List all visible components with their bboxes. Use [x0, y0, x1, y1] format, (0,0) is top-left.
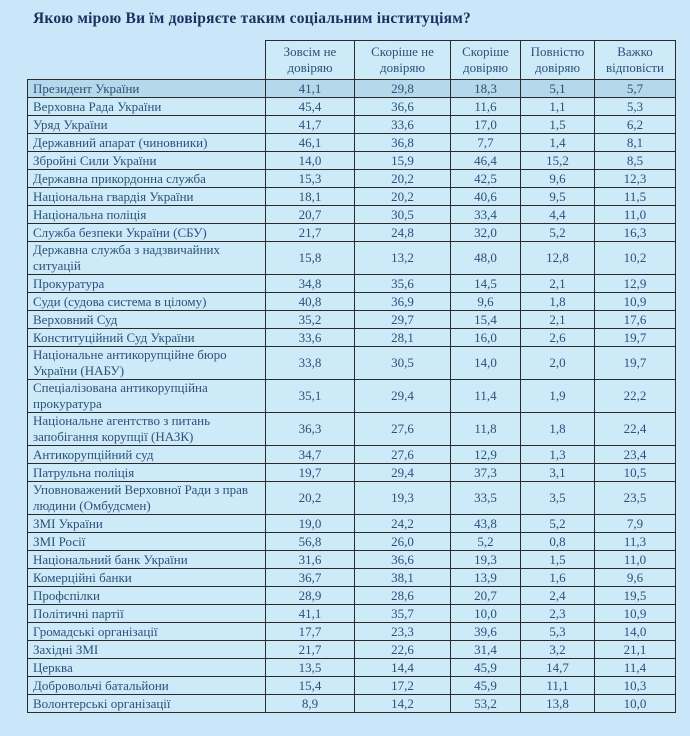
trust-survey-table — [27, 40, 676, 713]
value-cell: 23,5 — [595, 482, 676, 515]
table-row — [28, 380, 676, 413]
institution-label: Уряд України — [28, 116, 266, 134]
column-header-completely-trust: Повністю довіряю — [521, 41, 595, 80]
value-cell: 36,7 — [266, 569, 355, 587]
value-cell: 2,0 — [521, 347, 595, 380]
table-row — [28, 116, 676, 134]
institution-label: Волонтерські організації — [28, 695, 266, 713]
table-row — [28, 464, 676, 482]
value-cell: 42,5 — [451, 170, 521, 188]
value-cell: 11,5 — [595, 188, 676, 206]
value-cell: 33,5 — [451, 482, 521, 515]
value-cell: 9,6 — [451, 293, 521, 311]
value-cell: 15,3 — [266, 170, 355, 188]
value-cell: 28,6 — [355, 587, 451, 605]
column-header-rather-trust: Скоріше довіряю — [451, 41, 521, 80]
value-cell: 10,0 — [595, 695, 676, 713]
value-cell: 11,1 — [521, 677, 595, 695]
value-cell: 17,0 — [451, 116, 521, 134]
table-row — [28, 641, 676, 659]
table-row — [28, 695, 676, 713]
value-cell: 15,4 — [451, 311, 521, 329]
value-cell: 2,1 — [521, 311, 595, 329]
column-header-hard-to-answer: Важко відповісти — [595, 41, 676, 80]
institution-label: Спеціалізована антикорупційна прокуратура — [28, 380, 266, 413]
value-cell: 21,7 — [266, 224, 355, 242]
value-cell: 19,3 — [355, 482, 451, 515]
table-row — [28, 587, 676, 605]
value-cell: 8,5 — [595, 152, 676, 170]
value-cell: 36,8 — [355, 134, 451, 152]
value-cell: 2,6 — [521, 329, 595, 347]
table-row — [28, 80, 676, 98]
institution-label: Національний банк України — [28, 551, 266, 569]
value-cell: 46,4 — [451, 152, 521, 170]
institution-label: Уповноважений Верховної Ради з прав людини (Омбудсмен) — [28, 482, 266, 515]
value-cell: 14,7 — [521, 659, 595, 677]
table-row — [28, 347, 676, 380]
value-cell: 39,6 — [451, 623, 521, 641]
table-row — [28, 293, 676, 311]
value-cell: 45,9 — [451, 677, 521, 695]
value-cell: 24,8 — [355, 224, 451, 242]
institution-label: ЗМІ Росії — [28, 533, 266, 551]
value-cell: 29,4 — [355, 464, 451, 482]
value-cell: 22,4 — [595, 413, 676, 446]
value-cell: 14,0 — [595, 623, 676, 641]
value-cell: 45,4 — [266, 98, 355, 116]
value-cell: 13,9 — [451, 569, 521, 587]
value-cell: 36,6 — [355, 551, 451, 569]
institution-label: Антикорупційний суд — [28, 446, 266, 464]
table-row — [28, 569, 676, 587]
value-cell: 19,0 — [266, 515, 355, 533]
value-cell: 34,7 — [266, 446, 355, 464]
value-cell: 3,2 — [521, 641, 595, 659]
value-cell: 35,1 — [266, 380, 355, 413]
value-cell: 43,8 — [451, 515, 521, 533]
value-cell: 38,1 — [355, 569, 451, 587]
value-cell: 1,1 — [521, 98, 595, 116]
value-cell: 30,5 — [355, 206, 451, 224]
value-cell: 24,2 — [355, 515, 451, 533]
institution-label: Патрульна поліція — [28, 464, 266, 482]
value-cell: 1,6 — [521, 569, 595, 587]
corner-cell — [28, 41, 266, 80]
institution-label: Політичні партії — [28, 605, 266, 623]
table-body — [28, 80, 676, 713]
value-cell: 19,5 — [595, 587, 676, 605]
table-row — [28, 533, 676, 551]
value-cell: 20,7 — [451, 587, 521, 605]
value-cell: 5,2 — [521, 224, 595, 242]
value-cell: 4,4 — [521, 206, 595, 224]
value-cell: 36,3 — [266, 413, 355, 446]
value-cell: 14,4 — [355, 659, 451, 677]
value-cell: 15,9 — [355, 152, 451, 170]
table-header — [28, 41, 676, 80]
value-cell: 5,3 — [595, 98, 676, 116]
value-cell: 6,2 — [595, 116, 676, 134]
value-cell: 18,1 — [266, 188, 355, 206]
value-cell: 14,0 — [266, 152, 355, 170]
value-cell: 33,8 — [266, 347, 355, 380]
value-cell: 11,0 — [595, 551, 676, 569]
page-title: Якою мірою Ви їм довіряєте таким соціальним інституціям? — [33, 10, 471, 27]
institution-label: Громадські організації — [28, 623, 266, 641]
institution-label: ЗМІ України — [28, 515, 266, 533]
table-row — [28, 446, 676, 464]
value-cell: 28,1 — [355, 329, 451, 347]
value-cell: 31,4 — [451, 641, 521, 659]
institution-label: Верховна Рада України — [28, 98, 266, 116]
value-cell: 20,2 — [266, 482, 355, 515]
institution-label: Національна гвардія України — [28, 188, 266, 206]
value-cell: 28,9 — [266, 587, 355, 605]
value-cell: 32,0 — [451, 224, 521, 242]
value-cell: 45,9 — [451, 659, 521, 677]
value-cell: 34,8 — [266, 275, 355, 293]
value-cell: 15,2 — [521, 152, 595, 170]
value-cell: 0,8 — [521, 533, 595, 551]
value-cell: 41,7 — [266, 116, 355, 134]
value-cell: 29,8 — [355, 80, 451, 98]
value-cell: 35,7 — [355, 605, 451, 623]
institution-label: Національне агентство з питань запобігання корупції (НАЗК) — [28, 413, 266, 446]
value-cell: 31,6 — [266, 551, 355, 569]
value-cell: 27,6 — [355, 446, 451, 464]
value-cell: 14,2 — [355, 695, 451, 713]
table-row — [28, 206, 676, 224]
table-row — [28, 152, 676, 170]
value-cell: 18,3 — [451, 80, 521, 98]
table-row — [28, 188, 676, 206]
value-cell: 2,4 — [521, 587, 595, 605]
value-cell: 36,6 — [355, 98, 451, 116]
value-cell: 53,2 — [451, 695, 521, 713]
institution-label: Державна служба з надзвичайних ситуацій — [28, 242, 266, 275]
institution-label: Профспілки — [28, 587, 266, 605]
value-cell: 22,2 — [595, 380, 676, 413]
value-cell: 5,2 — [521, 515, 595, 533]
value-cell: 16,3 — [595, 224, 676, 242]
institution-label: Західні ЗМІ — [28, 641, 266, 659]
column-header-rather-distrust: Скоріше не довіряю — [355, 41, 451, 80]
value-cell: 30,5 — [355, 347, 451, 380]
value-cell: 5,1 — [521, 80, 595, 98]
value-cell: 1,8 — [521, 293, 595, 311]
value-cell: 22,6 — [355, 641, 451, 659]
value-cell: 3,5 — [521, 482, 595, 515]
value-cell: 5,2 — [451, 533, 521, 551]
value-cell: 11,0 — [595, 206, 676, 224]
value-cell: 2,1 — [521, 275, 595, 293]
value-cell: 15,8 — [266, 242, 355, 275]
institution-label: Збройні Сили України — [28, 152, 266, 170]
value-cell: 35,6 — [355, 275, 451, 293]
value-cell: 10,9 — [595, 605, 676, 623]
institution-label: Державний апарат (чиновники) — [28, 134, 266, 152]
institution-label: Прокуратура — [28, 275, 266, 293]
table-row — [28, 224, 676, 242]
value-cell: 41,1 — [266, 605, 355, 623]
institution-label: Добровольчі батальйони — [28, 677, 266, 695]
value-cell: 33,6 — [266, 329, 355, 347]
value-cell: 5,3 — [521, 623, 595, 641]
institution-label: Суди (судова система в цілому) — [28, 293, 266, 311]
table-row — [28, 170, 676, 188]
table-row — [28, 329, 676, 347]
value-cell: 10,3 — [595, 677, 676, 695]
value-cell: 41,1 — [266, 80, 355, 98]
value-cell: 7,7 — [451, 134, 521, 152]
value-cell: 1,9 — [521, 380, 595, 413]
value-cell: 20,2 — [355, 170, 451, 188]
value-cell: 21,1 — [595, 641, 676, 659]
value-cell: 3,1 — [521, 464, 595, 482]
value-cell: 12,9 — [451, 446, 521, 464]
value-cell: 14,0 — [451, 347, 521, 380]
value-cell: 16,0 — [451, 329, 521, 347]
table-row — [28, 515, 676, 533]
value-cell: 10,5 — [595, 464, 676, 482]
value-cell: 11,4 — [595, 659, 676, 677]
value-cell: 21,7 — [266, 641, 355, 659]
value-cell: 1,5 — [521, 551, 595, 569]
table-row — [28, 311, 676, 329]
table-row — [28, 605, 676, 623]
institution-label: Державна прикордонна служба — [28, 170, 266, 188]
value-cell: 29,4 — [355, 380, 451, 413]
value-cell: 10,0 — [451, 605, 521, 623]
table-row — [28, 413, 676, 446]
institution-label: Верховний Суд — [28, 311, 266, 329]
value-cell: 1,4 — [521, 134, 595, 152]
value-cell: 12,9 — [595, 275, 676, 293]
value-cell: 10,9 — [595, 293, 676, 311]
value-cell: 13,5 — [266, 659, 355, 677]
table-row — [28, 623, 676, 641]
value-cell: 19,7 — [266, 464, 355, 482]
value-cell: 9,6 — [521, 170, 595, 188]
value-cell: 40,6 — [451, 188, 521, 206]
value-cell: 11,8 — [451, 413, 521, 446]
value-cell: 56,8 — [266, 533, 355, 551]
value-cell: 19,3 — [451, 551, 521, 569]
institution-label: Церква — [28, 659, 266, 677]
value-cell: 11,3 — [595, 533, 676, 551]
table-row — [28, 551, 676, 569]
value-cell: 35,2 — [266, 311, 355, 329]
value-cell: 15,4 — [266, 677, 355, 695]
table-row — [28, 659, 676, 677]
value-cell: 23,4 — [595, 446, 676, 464]
value-cell: 40,8 — [266, 293, 355, 311]
table-row — [28, 275, 676, 293]
value-cell: 9,6 — [595, 569, 676, 587]
value-cell: 11,6 — [451, 98, 521, 116]
value-cell: 12,3 — [595, 170, 676, 188]
institution-label: Національне антикорупційне бюро України (НАБУ) — [28, 347, 266, 380]
value-cell: 13,2 — [355, 242, 451, 275]
value-cell: 27,6 — [355, 413, 451, 446]
value-cell: 1,3 — [521, 446, 595, 464]
institution-label: Комерційні банки — [28, 569, 266, 587]
value-cell: 29,7 — [355, 311, 451, 329]
value-cell: 48,0 — [451, 242, 521, 275]
value-cell: 9,5 — [521, 188, 595, 206]
institution-label: Служба безпеки України (СБУ) — [28, 224, 266, 242]
value-cell: 33,6 — [355, 116, 451, 134]
value-cell: 1,5 — [521, 116, 595, 134]
value-cell: 37,3 — [451, 464, 521, 482]
value-cell: 11,4 — [451, 380, 521, 413]
value-cell: 20,7 — [266, 206, 355, 224]
value-cell: 12,8 — [521, 242, 595, 275]
value-cell: 23,3 — [355, 623, 451, 641]
value-cell: 19,7 — [595, 329, 676, 347]
value-cell: 17,7 — [266, 623, 355, 641]
value-cell: 13,8 — [521, 695, 595, 713]
value-cell: 7,9 — [595, 515, 676, 533]
value-cell: 36,9 — [355, 293, 451, 311]
value-cell: 8,1 — [595, 134, 676, 152]
value-cell: 5,7 — [595, 80, 676, 98]
value-cell: 8,9 — [266, 695, 355, 713]
value-cell: 10,2 — [595, 242, 676, 275]
value-cell: 46,1 — [266, 134, 355, 152]
table-row — [28, 134, 676, 152]
institution-label: Президент України — [28, 80, 266, 98]
value-cell: 26,0 — [355, 533, 451, 551]
column-header-completely-distrust: Зовсім не довіряю — [266, 41, 355, 80]
value-cell: 33,4 — [451, 206, 521, 224]
table-row — [28, 482, 676, 515]
value-cell: 1,8 — [521, 413, 595, 446]
value-cell: 20,2 — [355, 188, 451, 206]
value-cell: 14,5 — [451, 275, 521, 293]
value-cell: 19,7 — [595, 347, 676, 380]
value-cell: 17,6 — [595, 311, 676, 329]
header-row — [28, 41, 676, 80]
value-cell: 2,3 — [521, 605, 595, 623]
table-row — [28, 677, 676, 695]
table-row — [28, 242, 676, 275]
institution-label: Національна поліція — [28, 206, 266, 224]
value-cell: 17,2 — [355, 677, 451, 695]
table-row — [28, 98, 676, 116]
institution-label: Конституційний Суд України — [28, 329, 266, 347]
